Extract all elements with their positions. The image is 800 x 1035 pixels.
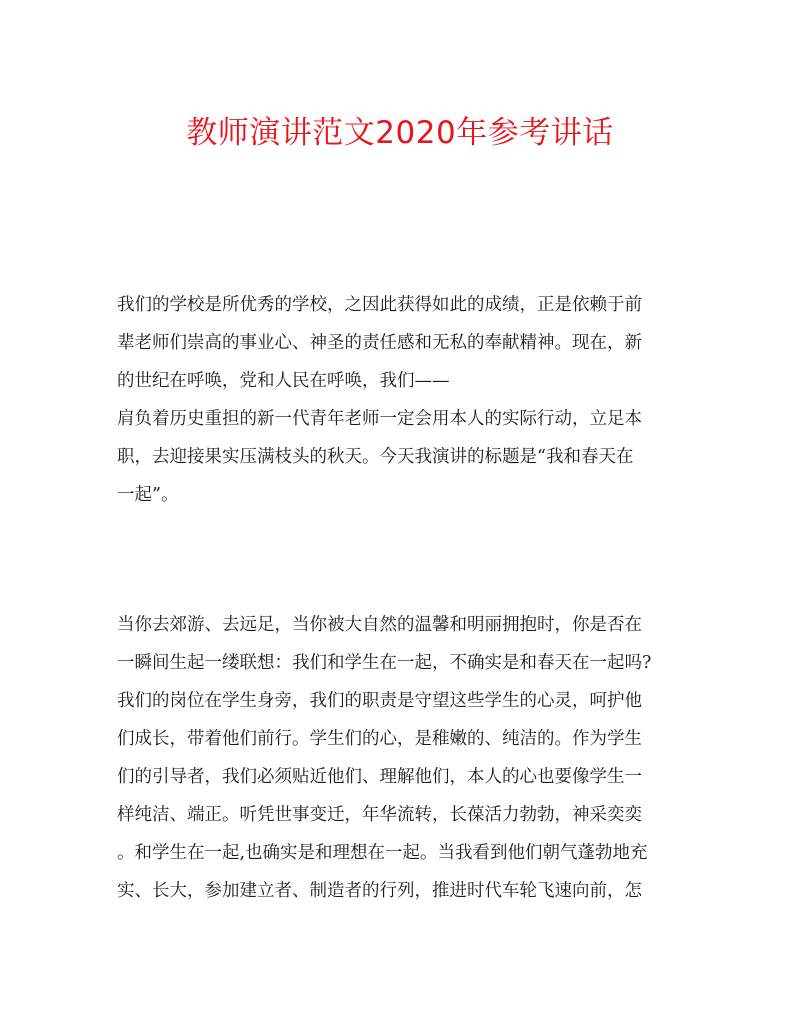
paragraph-line: 一瞬间生起一缕联想：我们和学生在一起，不确实是和春天在一起吗? [117, 653, 652, 673]
paragraph-line: 们成长，带着他们前行。学生们的心，是稚嫩的、纯洁的。作为学生 [117, 729, 642, 749]
paragraph-line: 我们的学校是所优秀的学校，之因此获得如此的成绩，正是依赖于前 [117, 295, 642, 315]
document-title: 教师演讲范文2020年参考讲话 [186, 115, 614, 151]
paragraph-2 [117, 606, 687, 910]
paragraph-line: 肩负着历史重担的新一代青年老师一定会用本人的实际行动，立足本 [117, 409, 642, 429]
paragraph-line: 的世纪在呼唤，党和人民在呼唤，我们—— [117, 371, 450, 391]
paragraph-line: 们的引导者，我们必须贴近他们、理解他们，本人的心也要像学生一 [117, 767, 642, 787]
paragraph-line: 辈老师们崇高的事业心、神圣的责任感和无私的奉献精神。现在，新 [117, 333, 642, 353]
paragraph-line: 样纯洁、端正。听凭世事变迁，年华流转，长葆活力勃勃，神采奕奕 [117, 805, 642, 825]
paragraph-line: 实、长大，参加建立者、制造者的行列，推进时代车轮飞速向前，怎 [117, 881, 642, 901]
paragraph-1 [117, 286, 687, 514]
paragraph-line: 我们的岗位在学生身旁，我们的职责是守望这些学生的心灵，呵护他 [117, 691, 642, 711]
paragraph-line: 。和学生在一起,也确实是和理想在一起。当我看到他们朝气蓬勃地充 [117, 843, 648, 863]
paragraph-line: 职，去迎接果实压满枝头的秋天。今天我演讲的标题是“我和春天在 [117, 447, 634, 467]
paragraph-line: 当你去郊游、去远足，当你被大自然的温馨和明丽拥抱时，你是否在 [117, 615, 642, 635]
paragraph-line: 一起”。 [117, 485, 179, 505]
